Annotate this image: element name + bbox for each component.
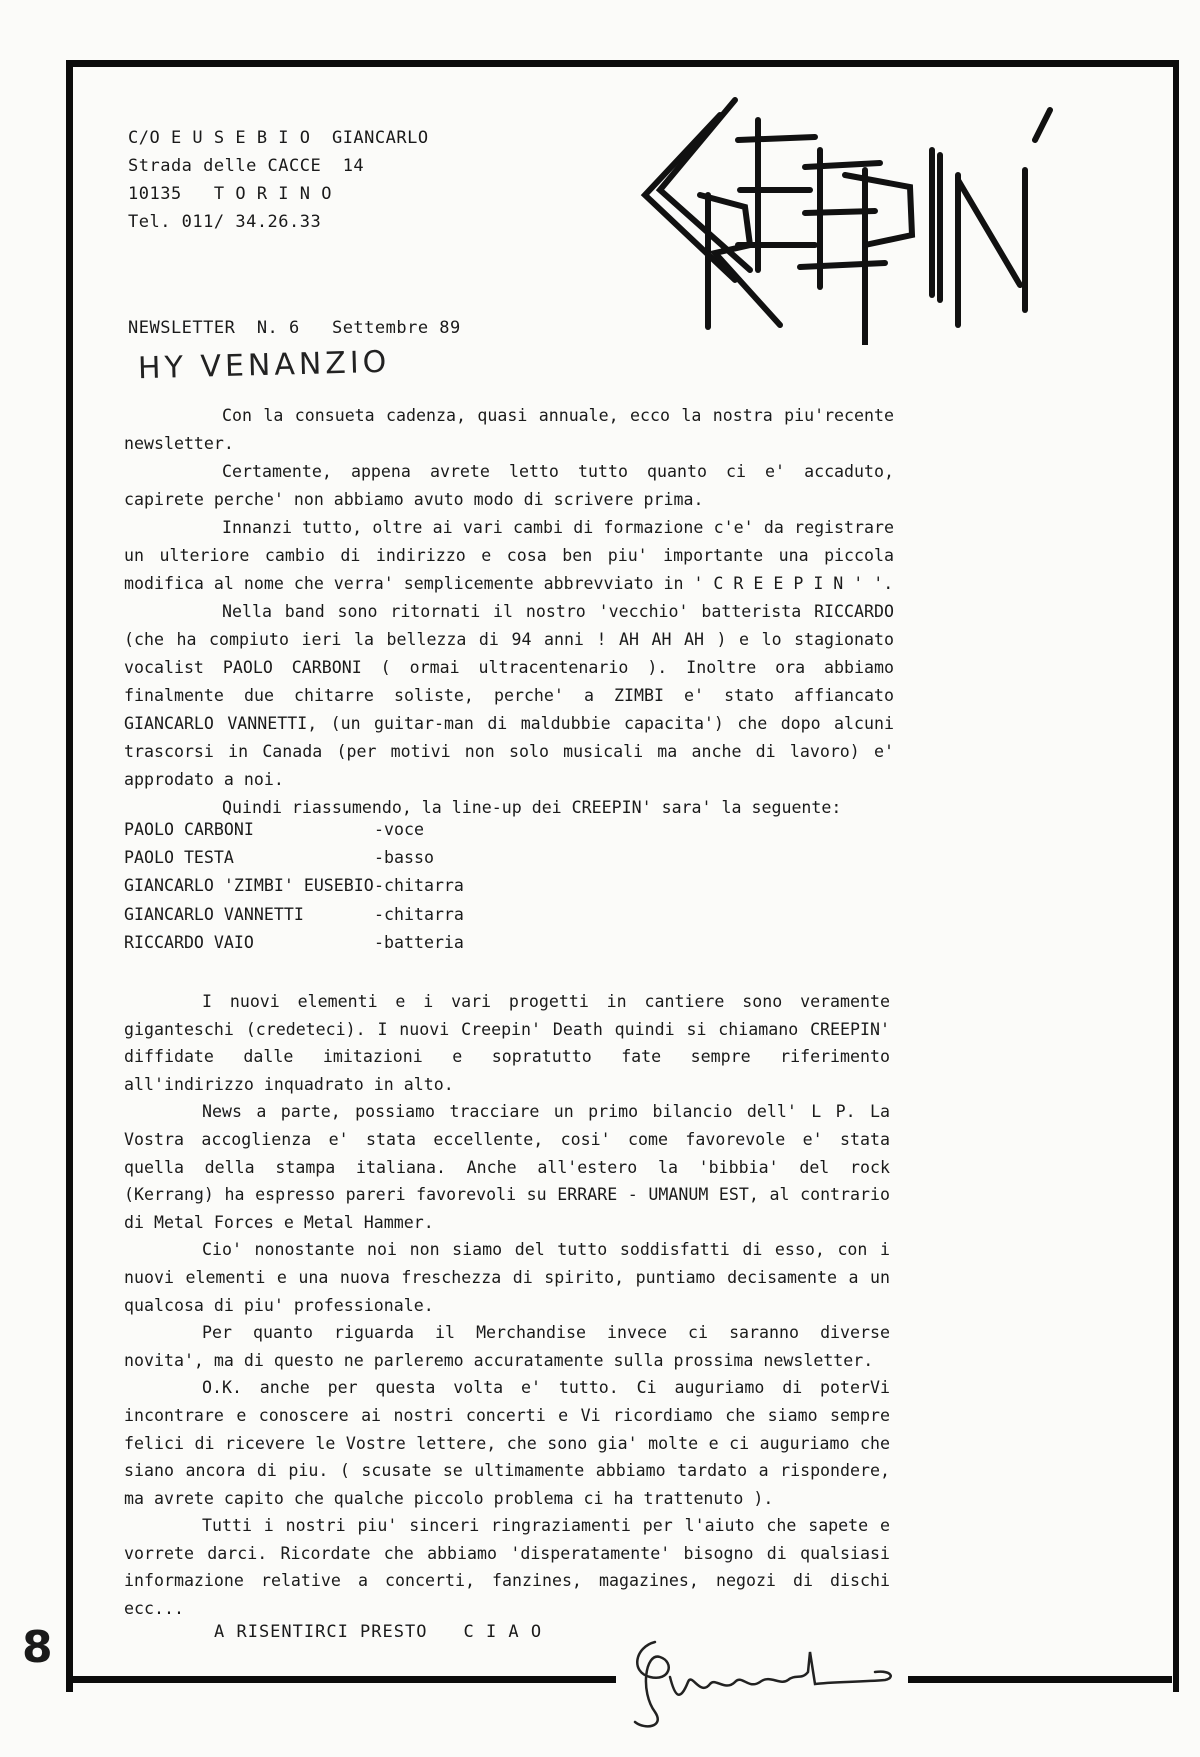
body-section-1 [124, 402, 894, 822]
frame-bottom-rule-left [66, 1676, 616, 1683]
paragraph: Quindi riassumendo, la line-up dei CREEPIN' sara' la seguente: [222, 798, 842, 817]
band-lineup [124, 816, 464, 957]
lineup-row [124, 872, 464, 900]
lineup-row [124, 816, 464, 844]
closing-line [214, 1622, 578, 1642]
body-section-2 [124, 988, 890, 1623]
paragraph: O.K. anche per questa volta e' tutto. Ci auguriamo di poterVi incontrare e conoscere ai nostri concerti e Vi ricordiamo che siamo sempre felici di ricevere le Vostre lettere, che sono gia' molte e ci auguriamo che siano ancora di piu. ( scusate se ultimamente abbiamo tardato a rispondere, ma avrete capito che qualche piccolo problema ci ha trattenuto ). [124, 1378, 890, 1508]
paragraph: Per quanto riguarda il Merchandise invece ci saranno diverse novita', ma di questo ne parleremo accuratamente sulla prossima newsletter. [124, 1323, 890, 1370]
member-role: -voce [374, 820, 424, 839]
farewell-text: A RISENTIRCI PRESTO [214, 1622, 428, 1642]
lineup-row [124, 901, 464, 929]
address-line: Tel. 011/ 34.26.33 [128, 212, 322, 232]
address-line: 10135 T O R I N O [128, 184, 332, 204]
address-line: C/O E U S E B I O GIANCARLO [128, 128, 429, 148]
member-name: PAOLO TESTA [124, 848, 234, 868]
page-number: 8 [22, 1622, 53, 1673]
member-role: -chitarra [374, 876, 464, 896]
frame-bottom-rule-right [908, 1676, 1172, 1683]
member-role: -basso [374, 848, 434, 868]
creepin-logo [640, 95, 1090, 345]
paragraph: News a parte, possiamo tracciare un primo bilancio dell' L P. La Vostra accoglienza e' stata eccellente, cosi' come favorevole e' stata quella della stampa italiana. Anche all'estero la 'bibbia' del rock (Kerrang) ha espresso pareri favorevoli su ERRARE - UMANUM EST, al contrario di Metal Forces e Metal Hammer. [124, 1102, 890, 1232]
member-name: GIANCARLO 'ZIMBI' EUSEBIO [124, 876, 374, 896]
paragraph: I nuovi elementi e i vari progetti in cantiere sono veramente giganteschi (credeteci). I nuovi Creepin' Death quindi si chiamano CREEPIN' diffidate dalle imitazioni e sopratutto fate sempre riferimento all'indirizzo inquadrato in alto. [124, 992, 890, 1094]
newsletter-issue: NEWSLETTER N. 6 Settembre 89 [128, 318, 461, 338]
member-role: -batteria [374, 932, 464, 952]
sender-address [128, 124, 429, 236]
paragraph: Con la consueta cadenza, quasi annuale, ecco la nostra piu'recente newsletter. [124, 406, 894, 453]
paragraph: Tutti i nostri piu' sinceri ringraziamenti per l'aiuto che sapete e vorrete darci. Ricordate che abbiamo 'disperatamente' bisogno di qualsiasi informazione relative a concerti, fanzines, magazines, negozi di dischi ecc... [124, 1516, 890, 1619]
paragraph: Certamente, appena avrete letto tutto quanto ci e' accaduto, capirete perche' non abbiamo avuto modo di scrivere prima. [124, 462, 894, 509]
member-name: RICCARDO VAIO [124, 932, 254, 952]
paragraph: Cio' nonostante noi non siamo del tutto soddisfatti di esso, con i nuovi elementi e una nuova freschezza di spirito, puntiamo decisamente a un qualcosa di piu' professionale. [124, 1240, 890, 1315]
member-role: -chitarra [374, 904, 464, 924]
handwritten-signature [630, 1622, 900, 1732]
ciao-text: C I A O [463, 1622, 543, 1642]
handwritten-greeting: HY VENANZIO [137, 344, 391, 387]
lineup-row [124, 844, 464, 872]
address-line: Strada delle CACCE 14 [128, 156, 365, 176]
member-name: PAOLO CARBONI [124, 820, 254, 839]
paragraph: Nella band sono ritornati il nostro 'vecchio' batterista RICCARDO (che ha compiuto ieri la bellezza di 94 anni ! AH AH AH ) e lo stagionato vocalist PAOLO CARBONI ( ormai ultracentenario ). Inoltre ora abbiamo finalmente due chitarre soliste, perche' a ZIMBI e' stato affiancato GIANCARLO VANNETTI, (un guitar-man di maldubbie capacita') che dopo alcuni trascorsi in Canada (per motivi non solo musicali ma anche di lavoro) e' approdato a noi. [124, 602, 894, 789]
paragraph: Innanzi tutto, oltre ai vari cambi di formazione c'e' da registrare un ulteriore cambio di indirizzo e cosa ben piu' importante una piccola modifica al nome che verra' semplicemente abbrevviato in ' C R E E P I N ' '. [124, 518, 894, 593]
lineup-row [124, 929, 464, 957]
member-name: GIANCARLO VANNETTI [124, 904, 304, 924]
